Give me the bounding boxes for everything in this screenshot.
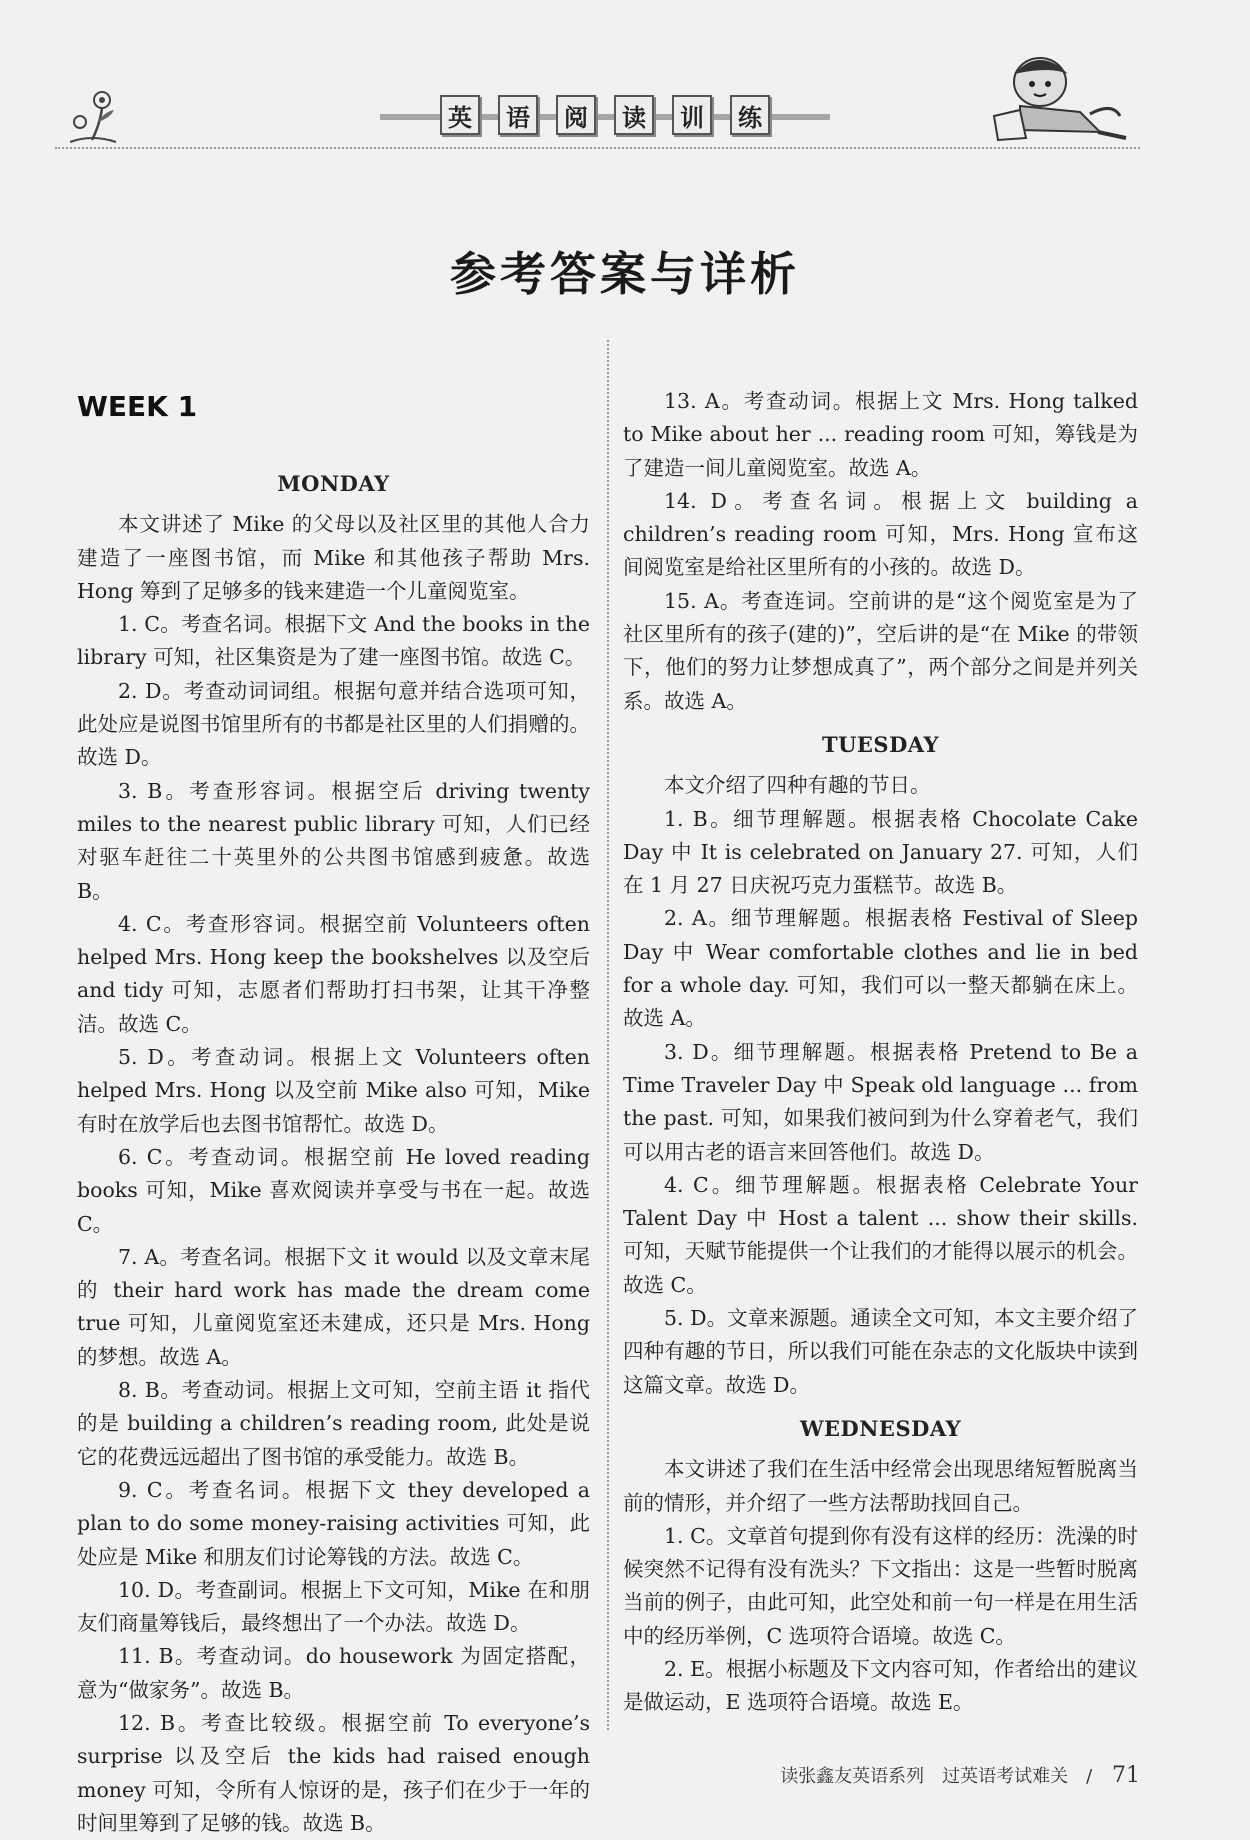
page-footer	[780, 1762, 1140, 1788]
answer-item: 3. D。细节理解题。根据表格 Pretend to Be a Time Traveler Day 中 Speak old language ... from the past. 可知，如果我们被问到为什么穿着老气，我们可以用古老的语言来回答他们。故选 D。	[623, 1039, 1138, 1164]
answer-item: 4. C。细节理解题。根据表格 Celebrate Your Talent Day 中 Host a talent ... show their skills. 可知，天赋节能提供一个让我们的才能得以展示的机会。故选 C。	[623, 1172, 1138, 1297]
answer-item: 10. D。考查副词。根据上下文可知，Mike 在和朋友们商量筹钱后，最终想出了一个办法。故选 D。	[77, 1577, 590, 1636]
answer-item: 14. D。考查名词。根据上文 building a children’s reading room 可知，Mrs. Hong 宣布这间阅览室是给社区里所有的小孩的。故选 D。	[623, 488, 1138, 580]
monday-intro: 本文讲述了 Mike 的父母以及社区里的其他人合力建造了一座图书馆，而 Mike 和其他孩子帮助 Mrs. Hong 筹到了足够多的钱来建造一个儿童阅览室。	[77, 512, 590, 603]
week-heading: WEEK 1	[77, 390, 198, 423]
answer-item: 4. C。考查形容词。根据空前 Volunteers often helped Mrs. Hong keep the bookshelves 以及空后 and tidy 可知，志愿者们帮助打扫书架，让其干净整洁。故选 C。	[77, 911, 590, 1036]
answer-item: 2. D。考查动词词组。根据句意并结合选项可知，此处应是说图书馆里所有的书都是社区里的人们捐赠的。故选 D。	[77, 678, 590, 770]
wednesday-intro: 本文讲述了我们在生活中经常会出现思绪短暂脱离当前的情形，并介绍了一些方法帮助找回自己。	[623, 1457, 1138, 1515]
page-header	[0, 0, 1250, 160]
tuesday-heading: TUESDAY	[821, 731, 940, 757]
wednesday-heading: WEDNESDAY	[799, 1415, 962, 1441]
answer-item: 15. A。考查连词。空前讲的是“这个阅览室是为了社区里所有的孩子(建的)”，空后讲的是“在 Mike 的带领下，他们的努力让梦想成真了”，两个部分之间是并列关系。故选 A。	[623, 588, 1138, 713]
footer-series: 读张鑫友英语系列 过英语考试难关 /	[780, 1766, 1093, 1787]
section-banner	[380, 95, 830, 135]
reading-kid-illustration-icon	[980, 52, 1130, 148]
answer-item: 12. B。考查比较级。根据空前 To everyone’s surprise 以及空后 the kids had raised enough money 可知，令所有人惊讶的是，孩子们在少于一年的时间里筹到了足够的钱。故选 B。	[77, 1710, 590, 1835]
banner-char: 训	[672, 95, 712, 135]
banner-char: 阅	[556, 95, 596, 135]
answer-item: 3. B。考查形容词。根据空后 driving twenty miles to the nearest public library 可知，人们已经对驱车赶往二十英里外的公共图书馆感到疲惫。故选 B。	[77, 778, 590, 903]
banner-char: 练	[730, 95, 770, 135]
column-divider	[607, 340, 609, 1730]
answer-item: 5. D。考查动词。根据上文 Volunteers often helped Mrs. Hong 以及空前 Mike also 可知，Mike 有时在放学后也去图书馆帮忙。故选 D。	[77, 1045, 590, 1136]
banner-char: 读	[614, 95, 654, 135]
answer-item: 1. C。考查名词。根据下文 And the books in the library 可知，社区集资是为了建一座图书馆。故选 C。	[77, 612, 590, 670]
answer-item: 2. E。根据小标题及下文内容可知，作者给出的建议是做运动，E 选项符合语境。故选 E。	[623, 1656, 1138, 1715]
tuesday-intro: 本文介绍了四种有趣的节日。	[664, 773, 931, 798]
answer-item: 2. A。细节理解题。根据表格 Festival of Sleep Day 中 Wear comfortable clothes and lie in bed for a whole day. 可知，我们可以一整天都躺在床上。故选 A。	[623, 906, 1138, 1031]
banner-char: 英	[440, 95, 480, 135]
answer-item: 11. B。考查动词。do housework 为固定搭配，意为“做家务”。故选 B。	[77, 1644, 590, 1702]
banner-char: 语	[498, 95, 538, 135]
header-divider	[55, 147, 1140, 149]
monday-heading: MONDAY	[277, 471, 390, 496]
answer-item: 7. A。考查名词。根据下文 it would 以及文章末尾的 their hard work has made the dream come true 可知，儿童阅览室还未建成，还只是 Mrs. Hong 的梦想。故选 A。	[77, 1244, 590, 1369]
page-number: 71	[1112, 1763, 1140, 1788]
answer-item: 1. C。文章首句提到你有没有这样的经历：洗澡的时候突然不记得有没有洗头？下文指出：这是一些暂时脱离当前的例子，由此可知，此空处和前一句一样是在用生活中的经历举例，C 选项符合语境。故选 C。	[623, 1523, 1138, 1648]
answer-item: 6. C。考查动词。根据空前 He loved reading books 可知，Mike 喜欢阅读并享受与书在一起。故选 C。	[77, 1144, 590, 1236]
page-title: 参考答案与详析	[450, 247, 800, 301]
answer-item: 13. A。考查动词。根据上文 Mrs. Hong talked to Mike about her ... reading room 可知，筹钱是为了建造一间儿童阅览室。故选 A。	[623, 389, 1138, 480]
answer-item: 5. D。文章来源题。通读全文可知，本文主要介绍了四种有趣的节日，所以我们可能在杂志的文化版块中读到这篇文章。故选 D。	[623, 1306, 1138, 1397]
right-column	[623, 385, 1138, 1720]
answer-item: 9. C。考查名词。根据下文 they developed a plan to do some money-raising activities 可知，此处应是 Mike 和朋友们讨论筹钱的方法。故选 C。	[77, 1477, 590, 1569]
left-column	[77, 385, 590, 1840]
flower-icon	[70, 88, 120, 144]
answer-item: 1. B。细节理解题。根据表格 Chocolate Cake Day 中 It is celebrated on January 27. 可知，人们在 1 月 27 日庆祝巧克力蛋糕节。故选 B。	[623, 806, 1138, 898]
answer-item: 8. B。考查动词。根据上文可知，空前主语 it 指代的是 building a children’s reading room, 此处是说它的花费远远超出了图书馆的承受能力。故选 B。	[77, 1378, 590, 1469]
